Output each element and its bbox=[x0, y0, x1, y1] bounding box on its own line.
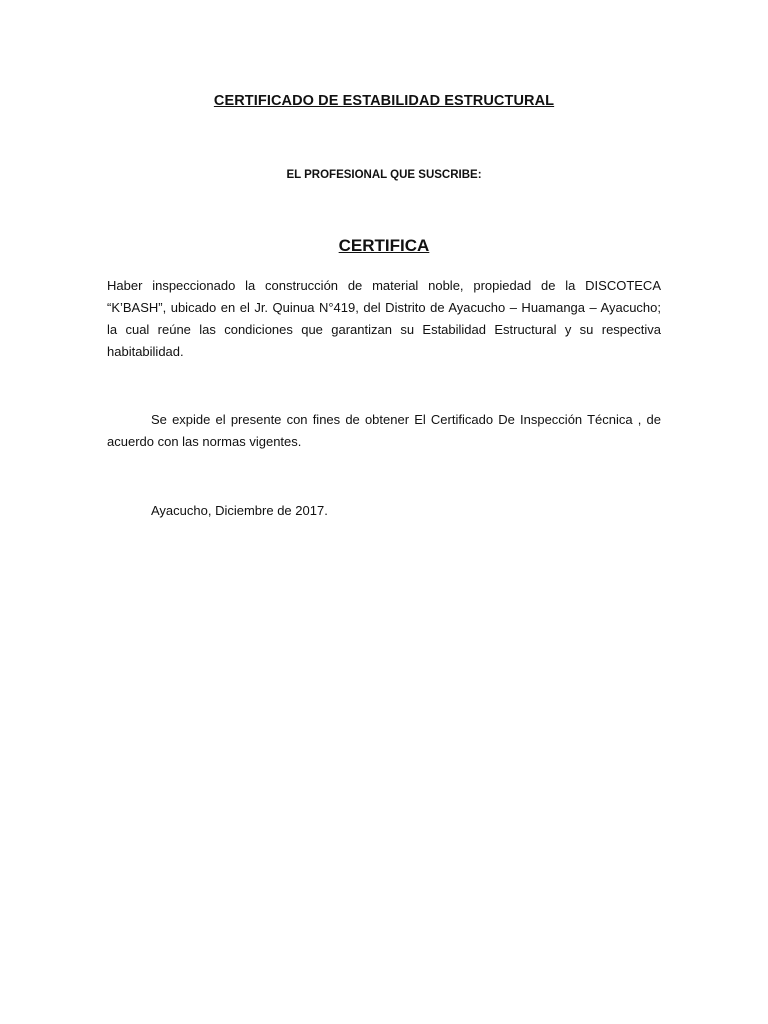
body-paragraph-purpose: Se expide el presente con fines de obtener El Certificado De Inspección Técnica , de acuerdo con las normas vigentes. bbox=[107, 412, 661, 449]
document-title: CERTIFICADO DE ESTABILIDAD ESTRUCTURAL bbox=[213, 93, 555, 109]
document-subtitle: EL PROFESIONAL QUE SUSCRIBE: bbox=[286, 169, 482, 181]
certifica-heading: CERTIFICA bbox=[338, 236, 430, 255]
body-paragraph-inspection: Haber inspeccionado la construcción de material noble, propiedad de la DISCOTECA “K’BASH”, ubicado en el Jr. Quinua N°419, del Distrito de Ayacucho – Huamanga – Ayacucho; la cual reúne las condiciones que garantizan su Estabilidad Estructural y su respectiva habitabilidad. bbox=[107, 278, 661, 359]
place-and-date: Ayacucho, Diciembre de 2017. bbox=[151, 503, 328, 518]
